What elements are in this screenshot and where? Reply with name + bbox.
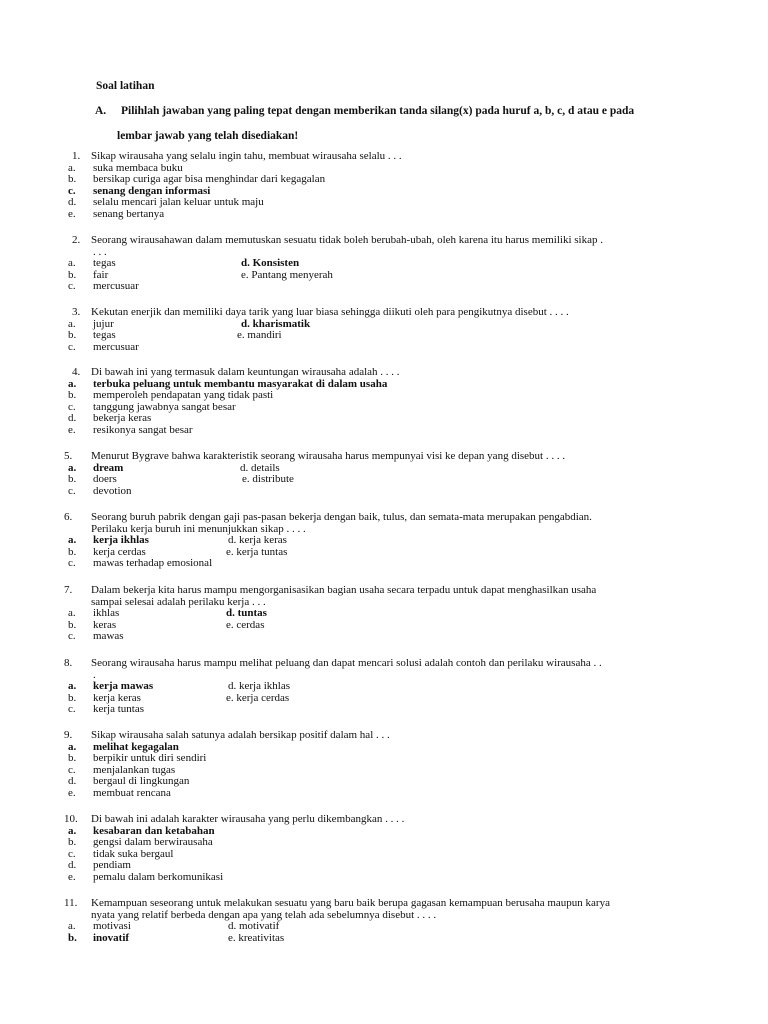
option-letter: a. — [68, 534, 77, 547]
question-text: Seorang wirausaha harus mampu melihat peluang dan dapat mencari solusi adalah contoh dan perilaku wirausaha . . — [91, 657, 602, 669]
option-text: tanggung jawabnya sangat besar — [93, 400, 236, 413]
option-text: suka membaca buku — [93, 161, 183, 174]
option-text: senang dengan informasi — [93, 184, 211, 197]
option-letter: c. — [68, 557, 76, 570]
option-text: pemalu dalam berkomunikasi — [93, 870, 224, 883]
page-title: Soal latihan — [96, 80, 155, 92]
option-text-right: e. kerja cerdas — [226, 691, 290, 704]
option-text-right: e. distribute — [242, 473, 294, 486]
question-11 — [0, 898, 768, 944]
question-text-continued: . — [93, 668, 96, 681]
option-letter: e. — [68, 870, 76, 883]
question-4 — [0, 367, 768, 437]
option-text: kerja tuntas — [93, 703, 145, 716]
option-letter: b. — [68, 836, 77, 849]
option-text: motivasi — [93, 920, 131, 933]
question-row — [0, 367, 768, 379]
option-text: membuat rencana — [93, 786, 171, 799]
question-3 — [0, 307, 768, 353]
option-letter: a. — [68, 377, 77, 390]
option-text-right: d. tuntas — [226, 607, 267, 620]
option-text-right: d. kharismatik — [241, 317, 311, 330]
option-row — [0, 704, 768, 716]
option-text: kerja keras — [93, 691, 141, 704]
option-text: kerja cerdas — [93, 545, 146, 558]
option-letter: b. — [68, 545, 77, 558]
option-text: pendiam — [93, 859, 131, 872]
option-text: doers — [93, 473, 117, 486]
question-text: Menurut Bygrave bahwa karakteristik seorang wirausaha harus mempunyai visi ke depan yang disebut . . . . — [91, 450, 566, 462]
option-text-right: e. kreativitas — [228, 931, 285, 944]
option-letter: a. — [68, 680, 77, 693]
instruction-marker: A. — [95, 105, 107, 117]
instruction — [95, 99, 695, 149]
option-row — [0, 425, 768, 437]
option-text: senang bertanya — [93, 207, 165, 220]
option-row — [0, 342, 768, 354]
instruction-line-1: Pilihlah jawaban yang paling tepat dengan memberikan tanda silang(x) pada huruf a, b, c, d atau e pada — [121, 105, 635, 117]
question-8 — [0, 658, 768, 716]
option-text: dream — [93, 461, 124, 474]
question-number: 8. — [64, 657, 73, 669]
question-number: 4. — [72, 366, 81, 378]
question-number: 7. — [64, 584, 73, 596]
question-number: 2. — [72, 234, 81, 246]
option-text: inovatif — [93, 931, 130, 944]
question-text: Seorang wirausahawan dalam memutuskan sesuatu tidak boleh berubah-ubah, oleh karena itu harus memiliki sikap . — [91, 234, 603, 246]
option-text: kerja mawas — [93, 680, 154, 693]
question-text-continued: . . . — [93, 245, 107, 258]
question-row — [0, 814, 768, 826]
question-row — [0, 307, 768, 319]
question-2 — [0, 235, 768, 293]
option-row — [0, 486, 768, 498]
question-row — [0, 658, 768, 670]
question-row — [0, 585, 768, 597]
question-text: Di bawah ini adalah karakter wirausaha yang perlu dikembangkan . . . . — [91, 813, 405, 825]
option-row — [0, 631, 768, 643]
option-letter: e. — [68, 423, 76, 436]
option-text: devotion — [93, 484, 132, 497]
option-letter: b. — [68, 931, 77, 944]
option-text: bergaul di lingkungan — [93, 775, 190, 788]
question-number: 9. — [64, 729, 73, 741]
question-6 — [0, 512, 768, 570]
option-text: kesabaran dan ketabahan — [93, 824, 215, 837]
option-text-right: d. Konsisten — [241, 257, 300, 270]
option-text-right: d. details — [240, 461, 280, 474]
option-text: mercusuar — [93, 340, 139, 353]
option-letter: c. — [68, 763, 76, 776]
option-text: terbuka peluang untuk membantu masyarakat di dalam usaha — [93, 377, 388, 390]
question-text: Dalam bekerja kita harus mampu mengorganisasikan bagian usaha secara terpadu untuk dapat menghasilkan usaha — [91, 584, 597, 596]
option-letter: b. — [68, 389, 77, 402]
question-text-continued: Perilaku kerja buruh ini menunjukkan sikap . . . . — [91, 522, 306, 535]
option-text-right: e. cerdas — [226, 618, 265, 631]
option-text: fair — [93, 268, 109, 281]
option-row — [0, 933, 768, 945]
option-letter: b. — [68, 173, 77, 186]
option-letter: c. — [68, 703, 76, 716]
question-text: Kekutan enerjik dan memiliki daya tarik yang luar biasa sehingga diikuti oleh para pengikutnya disebut . . . . — [91, 306, 569, 318]
option-text: melihat kegagalan — [93, 740, 179, 753]
option-letter: b. — [68, 618, 77, 631]
option-row — [0, 258, 768, 270]
question-text: Sikap wirausaha salah satunya adalah bersikap positif dalam hal . . . — [91, 729, 390, 741]
option-letter: d. — [68, 859, 77, 872]
option-text: resikonya sangat besar — [93, 423, 193, 436]
option-text: mawas terhadap emosional — [93, 557, 213, 570]
option-letter: d. — [68, 196, 77, 209]
option-text: menjalankan tugas — [93, 763, 176, 776]
question-7 — [0, 585, 768, 643]
option-text: gengsi dalam berwirausaha — [93, 836, 213, 849]
option-text: jujur — [93, 317, 114, 330]
question-row — [0, 451, 768, 463]
option-letter: a. — [68, 461, 77, 474]
question-row — [0, 898, 768, 910]
question-10 — [0, 814, 768, 884]
option-letter: a. — [68, 317, 76, 330]
option-text: berpikir untuk diri sendiri — [93, 752, 207, 765]
option-letter: b. — [68, 329, 77, 342]
option-text: bekerja keras — [93, 412, 152, 425]
option-text: ikhlas — [93, 607, 120, 620]
option-text-right: e. kerja tuntas — [226, 545, 288, 558]
option-text-right: d. kerja ikhlas — [228, 680, 291, 693]
option-letter: c. — [68, 484, 76, 497]
option-letter: d. — [68, 412, 77, 425]
option-text: tegas — [93, 329, 116, 342]
option-letter: c. — [68, 184, 76, 197]
option-letter: b. — [68, 752, 77, 765]
option-letter: a. — [68, 824, 77, 837]
question-number: 6. — [64, 511, 73, 523]
question-text: Kemampuan seseorang untuk melakukan sesuatu yang baru baik berupa gagasan kemampuan berusaha maupun karya — [91, 897, 610, 909]
option-letter: e. — [68, 207, 76, 220]
option-letter: a. — [68, 607, 76, 620]
option-letter: a. — [68, 257, 76, 270]
option-row — [0, 872, 768, 884]
option-row — [0, 558, 768, 570]
question-row — [0, 512, 768, 524]
question-row — [0, 235, 768, 247]
instruction-line-2: lembar jawab yang telah disediakan! — [117, 130, 299, 142]
question-text-continued: sampai selesai adalah perilaku kerja . . . — [91, 595, 266, 608]
option-letter: a. — [68, 161, 76, 174]
option-letter: d. — [68, 775, 77, 788]
option-letter: c. — [68, 400, 76, 413]
option-text: mercusuar — [93, 280, 139, 293]
option-text-right: d. motivatif — [228, 920, 280, 933]
option-text: memperoleh pendapatan yang tidak pasti — [93, 389, 274, 402]
question-9 — [0, 730, 768, 800]
option-letter: b. — [68, 473, 77, 486]
question-text: Seorang buruh pabrik dengan gaji pas-pasan bekerja dengan baik, tulus, dan semata-mata merupakan pengabdian. — [91, 511, 592, 523]
option-row — [0, 209, 768, 221]
option-text: tegas — [93, 257, 116, 270]
question-number: 5. — [64, 450, 73, 462]
option-letter: a. — [68, 920, 76, 933]
option-letter: c. — [68, 280, 76, 293]
option-text: keras — [93, 618, 117, 631]
option-row — [0, 788, 768, 800]
option-letter: c. — [68, 847, 76, 860]
option-text: kerja ikhlas — [93, 534, 149, 547]
question-5 — [0, 451, 768, 497]
option-text: tidak suka bergaul — [93, 847, 174, 860]
option-text-right: e. mandiri — [237, 329, 282, 342]
option-text: bersikap curiga agar bisa menghindar dari kegagalan — [93, 173, 326, 186]
question-number: 11. — [64, 897, 78, 909]
question-text: Sikap wirausaha yang selalu ingin tahu, membuat wirausaha selalu . . . — [91, 150, 402, 162]
option-letter: c. — [68, 340, 76, 353]
question-number: 1. — [72, 150, 81, 162]
option-row — [0, 281, 768, 293]
question-number: 3. — [72, 306, 81, 318]
option-letter: a. — [68, 740, 77, 753]
option-text: mawas — [93, 630, 124, 643]
question-number: 10. — [64, 813, 78, 825]
question-text: Di bawah ini yang termasuk dalam keuntungan wirausaha adalah . . . . — [91, 366, 400, 378]
option-letter: b. — [68, 691, 77, 704]
option-letter: b. — [68, 268, 77, 281]
option-letter: e. — [68, 786, 76, 799]
question-row — [0, 730, 768, 742]
option-text: selalu mencari jalan keluar untuk maju — [93, 196, 264, 209]
question-row — [0, 151, 768, 163]
question-text-continued: nyata yang relatif berbeda dengan apa yang telah ada sebelumnya disebut . . . . — [91, 908, 437, 921]
option-text-right: e. Pantang menyerah — [241, 268, 333, 281]
option-letter: c. — [68, 630, 76, 643]
option-text-right: d. kerja keras — [228, 534, 287, 547]
question-1 — [0, 151, 768, 221]
